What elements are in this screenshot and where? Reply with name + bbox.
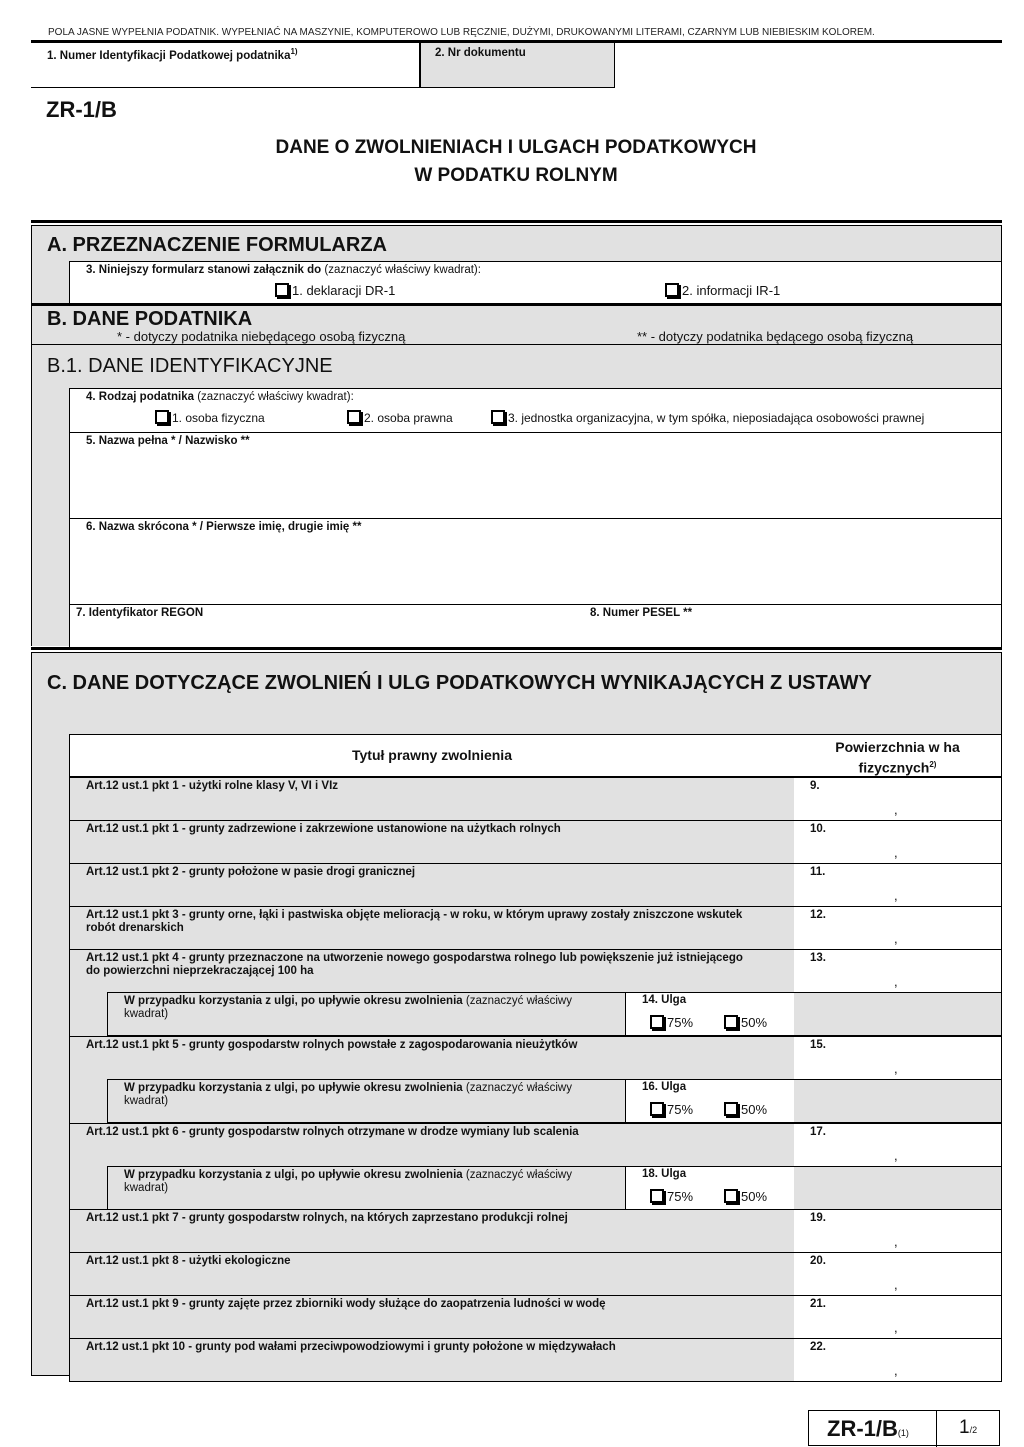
field-number: 21. [810, 1298, 826, 1310]
checkbox-icon[interactable] [724, 1102, 738, 1116]
option-label: 50% [741, 1102, 768, 1117]
relief-number-label: 14. Ulga [642, 994, 687, 1006]
relief-hint: (zaznaczyć właściwy [465, 1169, 572, 1181]
option-dr1-label: 1. deklaracji DR-1 [292, 283, 396, 298]
option-label: 50% [741, 1189, 768, 1204]
form-code: ZR-1/B [46, 97, 117, 122]
taxpayer-type-hint: (zaznaczyć właściwy kwadrat): [197, 391, 354, 403]
regon-field[interactable] [69, 604, 575, 647]
option-label: 75% [667, 1102, 694, 1117]
full-name-field[interactable] [69, 432, 1002, 519]
area-input[interactable] [794, 1036, 1002, 1080]
table-row [69, 1338, 795, 1382]
area-input[interactable] [794, 949, 1002, 993]
purpose-field-hint: (zaznaczyć właściwy kwadrat): [324, 264, 481, 276]
row-label: Art.12 ust.1 pkt 3 - grunty orne, łąki i pastwiska objęte melioracją - w roku, w którym uprawy zostały zniszczone wskutek robót drenarskich [86, 909, 743, 934]
row-label: Art.12 ust.1 pkt 6 - grunty gospodarstw rolnych otrzymane w drodze wymiany lub scalenia [86, 1126, 579, 1138]
decimal-comma: , [894, 1277, 898, 1292]
area-input[interactable] [794, 777, 1002, 821]
title-line-2: W PODATKU ROLNYM [414, 165, 618, 186]
field-number: 9. [810, 780, 820, 792]
option-label: 50% [741, 1015, 768, 1030]
row-label: Art.12 ust.1 pkt 10 - grunty pod wałami przeciwpowodziowymi i grunty położone w międzywałach [86, 1341, 616, 1353]
checkbox-icon[interactable] [155, 410, 169, 424]
checkbox-icon[interactable] [724, 1015, 738, 1029]
row-label: Art.12 ust.1 pkt 7 - grunty gospodarstw rolnych, na których zaprzestano produkcji rolnej [86, 1212, 568, 1224]
footer-code-box [808, 1410, 1000, 1446]
top-note: POLA JASNE WYPEŁNIA PODATNIK. WYPEŁNIAĆ NA MASZYNIE, KOMPUTEROWO LUB RĘCZNIE, DUŻYMI, DRUKOWANYMI LITERAMI, CZARNYM LUB NIEBIESKIM KOLOREM. [48, 27, 875, 38]
footer-page: 1 [959, 1417, 970, 1438]
table-row [69, 863, 795, 907]
option-label: 75% [667, 1189, 694, 1204]
option-natural-person[interactable] [155, 410, 265, 425]
field-number: 13. [810, 952, 826, 964]
table-row [69, 1036, 795, 1080]
section-a-title: A. PRZEZNACZENIE FORMULARZA [47, 234, 387, 256]
checkbox-icon[interactable] [275, 283, 289, 297]
table-header-title [69, 734, 795, 777]
table-header-area-line1: Powierzchnia w ha [835, 739, 960, 755]
field-number: 15. [810, 1039, 826, 1051]
checkbox-icon[interactable] [724, 1189, 738, 1203]
section-c-rule [31, 647, 1002, 650]
option-75-percent[interactable] [650, 1015, 693, 1030]
area-input[interactable] [794, 906, 1002, 950]
row-label: Art.12 ust.1 pkt 4 - grunty przeznaczone na utworzenie nowego gospodarstwa rolnego lub powiększenie już istniejącego do powierzchni nieprzekraczającej 100 ha [86, 952, 743, 977]
purpose-field [69, 261, 1002, 303]
table-header-area [794, 734, 1002, 777]
section-b1-title: B.1. DANE IDENTYFIKACYJNE [47, 355, 333, 377]
row-label: Art.12 ust.1 pkt 2 - grunty położone w pasie drogi granicznej [86, 866, 416, 878]
relief-options [625, 992, 795, 1036]
purpose-field-label: 3. Niniejszy formularz stanowi załącznik do [86, 264, 322, 276]
option-org-unit-label: 3. jednostka organizacyjna, w tym spółka, nieposiadająca osobowości prawnej [508, 411, 925, 425]
table-row [69, 820, 795, 864]
pesel-field[interactable] [574, 604, 1002, 647]
option-dr1[interactable] [275, 283, 395, 298]
relief-label: W przypadku korzystania z ulgi, po upływie okresu zwolnienia [124, 1169, 463, 1181]
relief-hint: (zaznaczyć właściwy [465, 995, 572, 1007]
relief-number-label: 18. Ulga [642, 1168, 687, 1180]
footer-form-code: ZR-1/B [827, 1416, 898, 1441]
relief-description [107, 992, 626, 1036]
option-75-percent[interactable] [650, 1102, 693, 1117]
table-row [69, 777, 795, 821]
relief-number-label: 16. Ulga [642, 1081, 687, 1093]
footer-page-total: /2 [969, 1425, 978, 1435]
field-number: 10. [810, 823, 826, 835]
checkbox-icon[interactable] [650, 1102, 664, 1116]
relief-hint-2: kwadrat) [124, 1182, 169, 1194]
checkbox-icon[interactable] [650, 1015, 664, 1029]
relief-options [625, 1079, 795, 1123]
table-row [69, 906, 795, 950]
area-input[interactable] [794, 1338, 1002, 1382]
area-input[interactable] [794, 820, 1002, 864]
section-b-note-1: * - dotyczy podatnika niebędącego osobą fizyczną [117, 329, 406, 344]
area-input[interactable] [794, 863, 1002, 907]
field-number: 11. [810, 866, 826, 878]
decimal-comma: , [894, 1148, 898, 1163]
regon-label: 7. Identyfikator REGON [76, 607, 204, 619]
area-input[interactable] [794, 1252, 1002, 1296]
nip-footnote-mark: 1) [290, 47, 298, 56]
option-legal-person[interactable] [347, 410, 453, 425]
field-number: 19. [810, 1212, 826, 1224]
decimal-comma: , [894, 1363, 898, 1378]
relief-label: W przypadku korzystania z ulgi, po upływie okresu zwolnienia [124, 995, 463, 1007]
option-org-unit[interactable] [491, 410, 924, 425]
option-label: 75% [667, 1015, 694, 1030]
row-label: Art.12 ust.1 pkt 9 - grunty zajęte przez zbiorniki wody służące do zaopatrzenia ludności w wodę [86, 1298, 606, 1310]
field-number: 17. [810, 1126, 826, 1138]
table-row [69, 1252, 795, 1296]
relief-area-cell [794, 1166, 1002, 1210]
table-row [69, 949, 795, 993]
decimal-comma: , [894, 845, 898, 860]
section-b-title: B. DANE PODATNIKA [47, 308, 253, 330]
option-50-percent[interactable] [724, 1015, 767, 1030]
short-name-field[interactable] [69, 518, 1002, 605]
relief-options [625, 1166, 795, 1210]
area-footnote-mark: 2) [929, 760, 937, 769]
nip-field-label: 1. Numer Identyfikacji Podatkowej podatnika [47, 49, 291, 62]
section-c-title: C. DANE DOTYCZĄCE ZWOLNIEŃ I ULG PODATKOWYCH WYNIKAJĄCYCH Z USTAWY [47, 672, 872, 694]
relief-description [107, 1166, 626, 1210]
decimal-comma: , [894, 1234, 898, 1249]
option-50-percent[interactable] [724, 1102, 767, 1117]
decimal-comma: , [894, 1320, 898, 1335]
option-75-percent[interactable] [650, 1189, 693, 1204]
decimal-comma: , [894, 802, 898, 817]
doc-number-label: 2. Nr dokumentu [435, 47, 526, 59]
row-label: Art.12 ust.1 pkt 5 - grunty gospodarstw rolnych powstałe z zagospodarowania nieużytków [86, 1039, 578, 1051]
relief-hint: (zaznaczyć właściwy [465, 1082, 572, 1094]
row-label: Art.12 ust.1 pkt 1 - grunty zadrzewione i zakrzewione ustanowione na użytkach rolnych [86, 823, 561, 835]
checkbox-icon[interactable] [347, 410, 361, 424]
row-label: Art.12 ust.1 pkt 8 - użytki ekologiczne [86, 1255, 291, 1267]
option-50-percent[interactable] [724, 1189, 767, 1204]
option-legal-person-label: 2. osoba prawna [364, 411, 453, 425]
full-name-label: 5. Nazwa pełna * / Nazwisko ** [86, 435, 250, 447]
field-number: 20. [810, 1255, 826, 1267]
relief-hint-2: kwadrat) [124, 1095, 169, 1107]
taxpayer-type-label: 4. Rodzaj podatnika [86, 391, 194, 403]
field-number: 12. [810, 909, 826, 921]
table-header-title-label: Tytuł prawny zwolnienia [352, 747, 512, 763]
pesel-label: 8. Numer PESEL ** [590, 607, 693, 619]
page-title [0, 134, 1024, 190]
checkbox-icon[interactable] [491, 410, 505, 424]
footer-version: (1) [897, 1428, 909, 1438]
relief-description [107, 1079, 626, 1123]
option-ir1[interactable] [665, 283, 780, 298]
decimal-comma: , [894, 974, 898, 989]
decimal-comma: , [894, 888, 898, 903]
table-header-area-line2: fizycznych [858, 759, 930, 776]
decimal-comma: , [894, 931, 898, 946]
checkbox-icon[interactable] [665, 283, 679, 297]
relief-label: W przypadku korzystania z ulgi, po upływie okresu zwolnienia [124, 1082, 463, 1094]
section-a-rule [31, 220, 1002, 223]
table-row [69, 1295, 795, 1339]
table-row [69, 1209, 795, 1253]
area-input[interactable] [794, 1123, 1002, 1167]
doc-number-field [420, 43, 615, 88]
option-natural-person-label: 1. osoba fizyczna [172, 411, 265, 425]
option-ir1-label: 2. informacji IR-1 [682, 283, 781, 298]
relief-area-cell [794, 992, 1002, 1036]
section-b-sub-rule [31, 344, 1002, 345]
relief-area-cell [794, 1079, 1002, 1123]
decimal-comma: , [894, 1061, 898, 1076]
section-b-note-2: ** - dotyczy podatnika będącego osobą fizyczną [637, 329, 914, 344]
area-input[interactable] [794, 1295, 1002, 1339]
field-number: 22. [810, 1341, 826, 1353]
table-row [69, 1123, 795, 1167]
title-line-1: DANE O ZWOLNIENIACH I ULGACH PODATKOWYCH [275, 137, 757, 158]
area-input[interactable] [794, 1209, 1002, 1253]
nip-field[interactable] [31, 43, 420, 88]
relief-hint-2: kwadrat) [124, 1008, 169, 1020]
short-name-label: 6. Nazwa skrócona * / Pierwsze imię, drugie imię ** [86, 521, 362, 533]
checkbox-icon[interactable] [650, 1189, 664, 1203]
row-label: Art.12 ust.1 pkt 1 - użytki rolne klasy V, VI i VIz [86, 780, 339, 792]
